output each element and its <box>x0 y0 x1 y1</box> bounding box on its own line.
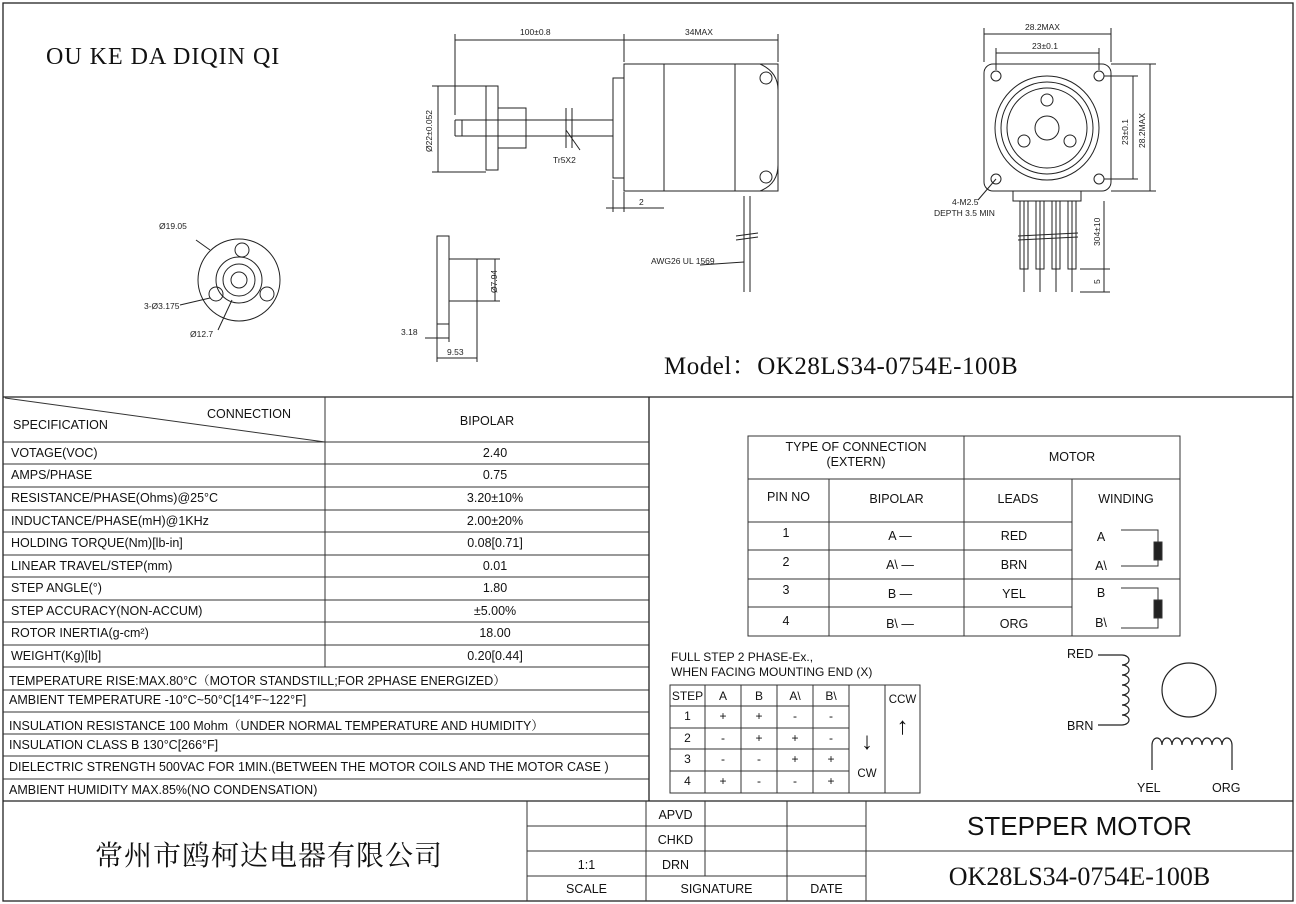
conn-pin: 2 <box>782 555 790 569</box>
chkd-label: CHKD <box>657 833 694 847</box>
scale-value: 1:1 <box>577 858 596 872</box>
step-cell: 4 <box>684 774 691 788</box>
dim-square-max: 28.2MAX <box>1025 22 1060 32</box>
dim-mount-depth: DEPTH 3.5 MIN <box>934 208 995 218</box>
motor-side-view <box>432 34 778 292</box>
step-cell: 2 <box>684 731 691 745</box>
conn-winding: B <box>1096 586 1106 600</box>
step-cell: + <box>719 774 727 788</box>
environment-spec: AMBIENT TEMPERATURE -10°C~50°C[14°F~122°F] <box>9 693 307 707</box>
step-cell: + <box>791 752 799 766</box>
ccw-label: CCW <box>888 694 917 706</box>
step-cell: + <box>791 731 799 745</box>
cw-label: CW <box>857 768 877 780</box>
spec-label: HOLDING TORQUE(Nm)[lb-in] <box>11 536 183 550</box>
nut-side-view <box>425 236 500 362</box>
spec-value: 0.75 <box>482 468 508 482</box>
spec-row <box>5 577 649 599</box>
step-title-2: WHEN FACING MOUNTING END (X) <box>671 665 873 679</box>
spec-label: STEP ACCURACY(NON-ACCUM) <box>11 604 203 618</box>
schem-brn: BRN <box>1067 719 1094 733</box>
step-header: B\ <box>825 689 837 703</box>
header-connection: CONNECTION <box>207 407 292 421</box>
conn-bipolar-header: BIPOLAR <box>869 492 924 506</box>
dim-overall-length: 100±0.8 <box>520 27 551 37</box>
dim-square-max-v: 28.2MAX <box>1137 113 1147 148</box>
step-cell: - <box>721 752 725 766</box>
step-cell: - <box>793 774 797 788</box>
environment-spec: DIELECTRIC STRENGTH 500VAC FOR 1MIN.(BETWEEN THE MOTOR COILS AND THE MOTOR CASE ) <box>9 760 609 774</box>
spec-label: ROTOR INERTIA(g-cm²) <box>11 626 149 640</box>
apvd-label: APVD <box>658 808 693 822</box>
spec-label: STEP ANGLE(°) <box>11 581 102 595</box>
step-cell: - <box>829 709 833 723</box>
environment-spec: AMBIENT HUMIDITY MAX.85%(NO CONDENSATION) <box>9 783 318 797</box>
conn-bipolar: A\ — <box>886 558 914 572</box>
spec-value: 3.20±10% <box>466 491 524 505</box>
scale-label: SCALE <box>566 882 607 896</box>
conn-winding-header: WINDING <box>1098 492 1154 506</box>
spec-value: 18.00 <box>479 626 511 640</box>
motor-front-view <box>978 28 1156 292</box>
conn-winding: A\ <box>1095 559 1107 573</box>
step-header: STEP <box>671 689 704 703</box>
dim-nut-flange: Ø19.05 <box>159 221 187 231</box>
dim-strip-length: 5 <box>1092 279 1102 284</box>
conn-pin-no-header: PIN NO <box>766 490 811 504</box>
environment-spec: INSULATION CLASS B 130°C[266°F] <box>9 738 219 752</box>
spec-row <box>5 464 649 486</box>
spec-row <box>5 532 649 554</box>
date-label: DATE <box>810 882 843 896</box>
conn-lead: BRN <box>1000 558 1028 572</box>
step-cell: - <box>793 709 797 723</box>
dim-wire: AWG26 UL 1569 <box>651 256 715 266</box>
conn-leads-header: LEADS <box>997 492 1039 506</box>
conn-bipolar: B — <box>887 587 913 601</box>
dim-nut-neck: Ø7.94 <box>489 269 499 293</box>
dim-boss-dia: Ø22±0.052 <box>424 109 434 152</box>
company-name-en: OU KE DA DIQIN QI <box>46 44 281 70</box>
conn-lead: RED <box>1000 529 1028 543</box>
dim-nut-holes: 3-Ø3.175 <box>144 301 180 311</box>
step-cell: - <box>829 731 833 745</box>
spec-row <box>5 555 649 577</box>
step-cell: - <box>757 774 761 788</box>
spec-label: RESISTANCE/PHASE(Ohms)@25°C <box>11 491 219 505</box>
dim-nut-flange-thk: 3.18 <box>401 327 418 337</box>
environment-spec: INSULATION RESISTANCE 100 Mohm（UNDER NORMAL TEMPERATURE AND HUMIDITY） <box>9 719 544 733</box>
dim-nut-length: 9.53 <box>447 347 464 357</box>
spec-label: VOTAGE(VOC) <box>11 446 98 460</box>
conn-bipolar: A — <box>888 529 912 543</box>
spec-label: LINEAR TRAVEL/STEP(mm) <box>11 559 173 573</box>
spec-value: 0.01 <box>482 559 508 573</box>
step-title-1: FULL STEP 2 PHASE-Ex., <box>671 650 814 664</box>
spec-value: ±5.00% <box>473 604 517 618</box>
spec-label: WEIGHT(Kg)[lb] <box>11 649 102 663</box>
spec-row <box>5 487 649 509</box>
cw-arrow: ↓ <box>861 728 873 755</box>
spec-label: AMPS/PHASE <box>11 468 93 482</box>
conn-lead: ORG <box>999 617 1029 631</box>
conn-winding: A <box>1096 530 1106 544</box>
step-cell: - <box>721 731 725 745</box>
step-cell: 1 <box>684 709 691 723</box>
conn-bipolar: B\ — <box>886 617 914 631</box>
dim-body-length: 34MAX <box>685 27 713 37</box>
spec-row <box>5 442 649 464</box>
product-name: STEPPER MOTOR <box>967 811 1192 841</box>
header-bipolar: BIPOLAR <box>459 414 515 428</box>
schem-red: RED <box>1067 647 1094 661</box>
dim-thread: Tr5X2 <box>553 155 576 165</box>
spec-row <box>5 510 649 532</box>
spec-row <box>5 622 649 644</box>
spec-value: 2.40 <box>482 446 508 460</box>
conn-motor-header: MOTOR <box>1048 450 1096 464</box>
model-label: Model：OK28LS34-0754E-100B <box>664 353 1019 380</box>
drn-label: DRN <box>661 858 690 872</box>
step-cell: 3 <box>684 752 691 766</box>
rotor-icon <box>1162 663 1216 717</box>
spec-row <box>5 600 649 622</box>
dim-hole-spacing-v: 23±0.1 <box>1120 119 1130 145</box>
company-name-cn: 常州市鸥柯达电器有限公司 <box>95 839 444 872</box>
step-header: A <box>718 689 727 703</box>
conn-lead: YEL <box>1002 587 1026 601</box>
environment-spec: TEMPERATURE RISE:MAX.80°C（MOTOR STANDSTILL;FOR 2PHASE ENERGIZED） <box>9 674 506 688</box>
ccw-arrow: ↑ <box>896 713 909 740</box>
step-cell: + <box>755 731 763 745</box>
step-header: B <box>754 689 763 703</box>
step-cell: + <box>827 752 835 766</box>
spec-value: 0.08[0.71] <box>467 536 523 550</box>
nut-front-view <box>180 239 280 330</box>
spec-row <box>5 645 649 667</box>
step-header: A\ <box>789 689 801 703</box>
step-cell: + <box>755 709 763 723</box>
dim-mount-holes: 4-M2.5 <box>952 197 979 207</box>
dim-hole-spacing: 23±0.1 <box>1032 41 1058 51</box>
conn-type-header: TYPE OF CONNECTION (EXTERN) <box>785 440 927 469</box>
dim-lead-length: 304±10 <box>1092 217 1102 246</box>
coil-b-icon <box>1152 738 1232 745</box>
schem-yel: YEL <box>1137 781 1161 795</box>
spec-value: 0.20[0.44] <box>467 649 523 663</box>
spec-label: INDUCTANCE/PHASE(mH)@1KHz <box>11 514 209 528</box>
conn-pin: 3 <box>782 583 790 597</box>
step-cell: - <box>757 752 761 766</box>
signature-label: SIGNATURE <box>680 882 753 896</box>
header-specification: SPECIFICATION <box>13 418 108 432</box>
spec-value: 1.80 <box>482 581 508 595</box>
dim-flange-gap: 2 <box>639 197 644 207</box>
part-number: OK28LS34-0754E-100B <box>948 862 1211 891</box>
step-cell: + <box>827 774 835 788</box>
conn-pin: 1 <box>782 526 790 540</box>
conn-winding: B\ <box>1095 616 1107 630</box>
dim-nut-body: Ø12.7 <box>190 329 214 339</box>
coil-a-icon <box>1122 655 1129 725</box>
step-cell: + <box>719 709 727 723</box>
conn-pin: 4 <box>782 614 790 628</box>
spec-value: 2.00±20% <box>466 514 524 528</box>
schem-org: ORG <box>1212 781 1241 795</box>
